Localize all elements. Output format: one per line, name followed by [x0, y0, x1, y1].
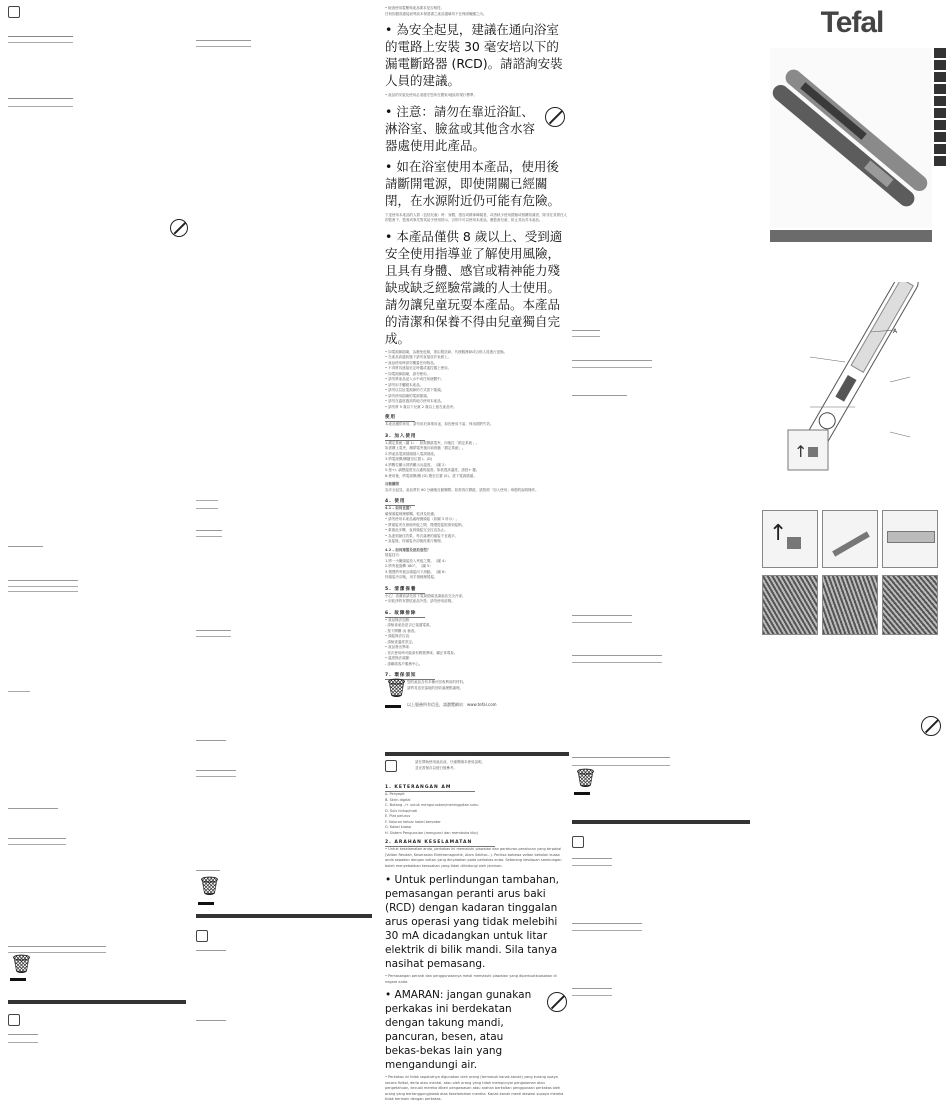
top-note-1: • 檢查使用電壓與產品要求是否相符。: [385, 6, 445, 10]
section-divider-3: [385, 752, 569, 756]
recycle-bin-icon-2: 🗑: [198, 876, 221, 897]
section-7-title: 7. 環保須知: [385, 672, 435, 680]
document-icon-2: [8, 1014, 20, 1026]
step-1-diagram: ↑: [762, 510, 818, 568]
hair-step-2: [822, 575, 878, 635]
recycle-bin-icon-4: 🗑: [574, 768, 597, 789]
recycle-bin-icon: 🗑: [10, 954, 33, 975]
black-label-2: [198, 902, 214, 905]
chinese-column: • 檢查使用電壓與產品要求是否相符。 任何因錯誤連接而導致本保證書之產品損壞均不在保固範圍之內。 • 為安全起見，建議在通向浴室的電路上安裝 30 毫安培以下的漏電斷路器 (RCD)。請諮詢安裝人員的建議。 • 產品的安裝及使用必須遵守您所在國家/地區的現行標準。 • 注意：請勿在靠近浴缸、淋浴室、臉盆或其他含水容器處使用此產品。 • 如在浴室使用本產品，使用後請斷開電源，即使開關已經關閉，在水源附近仍可能有危險。 下述使用本產品的人群（包括兒童）時：身體、感官或精神障礙者，或者缺少使用經驗或相關知識者，除非在其責任人的監督下，監督或事先對其給予使用指示，否則不可以使用本產品。應監督兒童，防止其玩弄本產品。 • 本產品僅供 8 歲以上、受到適安全使用指導並了解使用風險，且具有身體、感官或精神能力殘缺或缺乏經驗常識的人士使用。請勿讓兒童玩耍本產品。本產品的清潔和保養不得由兒童獨自完成。 • 如電源線損壞，為避免危險，需由製造商、代理服務商或合格人員進行更換。 • 在產品高溫狀態下請勿直接放於表面上。 • 產品使用時請勿覆蓋任何物品。 • 不得將其連接至定時器或遙控器上使用。 • 如電源線損壞，請勿使用。 • 請勿將產品浸入水中或任何液體中。 • 請勿用手觸碰本產品。 • 請勿以拉扯電源線的方式拔下插頭。 • 請勿使用損壞的電源插頭。 • 請勿在溫度過高的地方使用本產品。 • 請勿將 5 歲以下兒童 2 歲以上留在產品旁。 使用 本產品僅供家用，請勿用於商業用途，如因使用不當，保用期將失效。 3. 加入使用 1.鎖定系統（圖 1）：如需開啟電夾，向後拉「鎖定系統」。 如需關上電夾，關閉電夾後向前推動「鎖定系統」。 2.將產品電源插頭插入電源插座。 3.將電源開/關鍵至位置 I。(D) 4.將數位顯示屏將顯示出溫度。（圖 2） 5.按+/- 調整溫度至合適的溫度。如欲提高溫度，請按+ 鍵。 6.使用後，將電源開/關 (D) 撥至位置 (0)，拔下電源插頭。 自動關閉 為安全起見，產品將於 60 分鐘後自動關閉。如需再次開啟，請按照「加入使用」章節的說明操作。 4. 使用 4.1 – 如何直髮？ 確保頭髮梳理順暢、乾淨及乾燥。 • 請勿使用本產品處理濕頭髮（如圖 3 所示）。 • 將頭髮夾在兩個夾板之間，慢慢從髮根滑到髮梢。 • 重複此步驟，直到頭髮完全拉直為止。 • 為達到最佳效果，每次處理的頭髮不宜過多。 • 直髮後，待頭髮冷卻後再進行梳理。 4.2 – 如何捲髮及波浪造型？ 捲髮技巧： 1.將一小撮頭髮放入夾板之間。（圖 4） 2.將夾板旋轉 180°。（圖 5） 3.慢慢將夾板沿頭髮向下滑動。（圖 6） 待頭髮冷卻後，用手指梳理捲髮。 5. 清潔保養 小心！清潔前請先拔下電源插頭並讓產品完全冷卻。 • 用乾淨的布擦拭產品外殼，請勿使用溶劑。 6. 故障排除 • 產品無法加熱： - 請檢查產品是否已接通電源。 - 按下開關 (I) 檢查。 • 頭髮無法拉直： - 請檢查溫度設定。 • 產品發出異味： - 首次使用時可能會有輕微異味，屬正常現象。 • 溫度無法調節： - 請聯絡客戶服務中心。 7. 環保須知 🗑 您的產品含有多種可回收利用的材料。 請將其送至當地的回收處理點處理。 以上服務所有信息，請瀏覽網站：www.tefal.com: [385, 6, 567, 707]
hair-step-3: [882, 575, 938, 635]
section-4-title: 4. 使用: [385, 498, 415, 506]
language-tabs: [934, 48, 946, 168]
install-note: • 產品的安裝及使用必須遵守您所在國家/地區的現行標準。: [385, 93, 477, 97]
install-malay: • Pemasangan peranti dan penggunaannya mesti mematuhi piawaian yang diperkuatkuasakan di negara anda.: [385, 974, 557, 984]
children-malay: • Perkakas ini tidak sepatutnya digunakan oleh orang (termasuk kanak-kanak) yang kurang upaya secara fizikal, deria atau mental, atau oleh orang yang tidak mempunyai pengalaman atau pengetahuan, kecuali mereka diberi pengawasan atau arahan berkaitan penggunaan perkakas oleh orang yang bertanggungjawab atas keselamatan mereka. Kanak-kanak mesti diawasi supaya mereka tidak bermain dengan perkakas.: [385, 1075, 564, 1101]
keterangan-list: A. Penyepit B. Skrin digital C. Butang -/+ untuk menguruskan/meninggikan suhu D. Suis hidup/mati E. Plat pelurus F. Saluran keluar kabel berputar G. Kabel kuasa H. Sistem Penguncian (mengunci dan membuka klip): [385, 792, 479, 835]
bathroom-unplug: • 如在浴室使用本產品，使用後請斷開電源，即使開關已經關閉，在水源附近仍可能有危險。: [385, 158, 561, 208]
section-divider-4: [572, 820, 750, 824]
black-label-3: [385, 705, 401, 708]
rcd-notice: • 為安全起見，建議在通向浴室的電路上安裝 30 毫安培以下的漏電斷路器 (RCD)。請諮詢安裝人員的建議。: [385, 22, 563, 88]
second-column: [196, 30, 376, 1070]
left-column: [8, 6, 188, 1066]
hair-step-1: [762, 575, 818, 635]
section-4-1: 4.1 – 如何直髮？: [385, 506, 413, 510]
section-6-list: • 產品無法加熱： - 請檢查產品是否已接通電源。 - 按下開關 (I) 檢查。 • 頭髮無法拉直： - 請檢查溫度設定。 • 產品發出異味： - 首次使用時可能會有輕微異味，屬正常現象。 • 溫度無法調節： - 請聯絡客戶服務中心。: [385, 617, 458, 666]
grey-banner: [770, 230, 932, 242]
section-divider-2: [196, 914, 372, 918]
third-column: [572, 0, 762, 1075]
auto-off-text: 為安全起見，產品將於 60 分鐘後自動關閉。如需再次開啟，請按照「加入使用」章節的說明操作。: [385, 487, 539, 492]
label-a: A: [893, 328, 898, 335]
section-3-list: 1.鎖定系統（圖 1）：如需開啟電夾，向後拉「鎖定系統」。 如需關上電夾，關閉電夾後向前推動「鎖定系統」。 2.將產品電源插頭插入電源插座。 3.將電源開/關鍵至位置 I。(D) 4.將數位顯示屏將顯示出溫度。（圖 2） 5.按+/- 調整溫度至合適的溫度。如欲提高溫度，請按+ 鍵。 6.使用後，將電源開/關 (D) 撥至位置 (0)，拔下電源插頭。: [385, 440, 480, 478]
product-photo: [770, 48, 932, 228]
age-notice: • 本產品僅供 8 歲以上、受到適安全使用指導並了解使用風險，且具有身體、感官或精神能力殘缺或缺乏經驗常識的人士使用。請勿讓兒童玩耍本產品。本產品的清潔和保養不得由兒童獨自完成。: [385, 228, 563, 346]
top-note-2: 任何因錯誤連接而導致本保證書之產品損壞均不在保固範圍之內。: [385, 11, 487, 16]
section-3-title: 3. 加入使用: [385, 433, 425, 441]
step-2-diagram: [822, 510, 878, 568]
document-icon: [8, 6, 20, 18]
section-5-title: 5. 清潔保養: [385, 586, 425, 594]
black-label: [10, 978, 26, 981]
black-label-4: [574, 792, 590, 795]
section-6-title: 6. 故障排除: [385, 610, 425, 618]
keterangan-title: 1. KETERANGAN AM: [385, 785, 475, 792]
document-icon-4: [385, 760, 397, 772]
bullet-list: • 如電源線損壞，為避免危險，需由製造商、代理服務商或合格人員進行更換。 • 在產品高溫狀態下請勿直接放於表面上。 • 產品使用時請勿覆蓋任何物品。 • 不得將其連接至定時器或遙控器上使用。 • 如電源線損壞，請勿使用。 • 請勿將產品浸入水中或任何液體中。 • 請勿用手觸碰本產品。 • 請勿以拉扯電源線的方式拔下插頭。 • 請勿使用損壞的電源插頭。 • 請勿在溫度過高的地方使用本產品。 • 請勿將 5 歲以下兒童 2 歲以上留在產品旁。: [385, 349, 508, 409]
malay-column: [385, 760, 569, 1103]
section-4-2-list: 捲髮技巧： 1.將一小撮頭髮放入夾板之間。（圖 4） 2.將夾板旋轉 180°。（圖 5） 3.慢慢將夾板沿頭髮向下滑動。（圖 6） 待頭髮冷卻後，用手指梳理捲髮。: [385, 553, 448, 579]
arahan-title: 2. ARAHAN KESELAMATAN: [385, 840, 495, 847]
recycle-bin-icon-3: 🗑: [385, 678, 408, 699]
website-line: 以上服務所有信息，請瀏覽網站：www.tefal.com: [407, 702, 497, 707]
brand-logo: Tefal: [820, 6, 884, 39]
intro-note-1: 請在開始使用產品前，仔細閱讀本使用說明，: [415, 760, 485, 764]
section-divider: [8, 1000, 186, 1004]
section-4-2: 4.2 – 如何捲髮及波浪造型？: [385, 547, 431, 552]
step-3-diagram: [882, 510, 938, 568]
document-icon-3: [196, 930, 208, 942]
no-bath-icon: [545, 107, 565, 127]
auto-off-title: 自動關閉: [385, 482, 399, 486]
svg-text:↑: ↑: [794, 442, 808, 461]
arahan-para: • Untuk keselamatan anda, perkakas ini mematuhi piawaian dan peraturan-peraturan yang terpakai (Voltan Rendah, Keserasian Elektromagnetik, Alam Sekitar...). Periksa bahawa voltan bekalan kuasa anda sepadan dengan voltan yang dinyatakan pada perkakas anda. Sebarang kesilapan sambungan boleh menyebabkan kerosakan yang tidak dilindungi oleh jaminan.: [385, 847, 562, 868]
straightener-diagram: [770, 282, 940, 482]
no-water-icon: [170, 219, 188, 237]
use-text: 本產品僅供家用，請勿用於商業用途，如因使用不當，保用期將失效。: [385, 422, 494, 426]
no-water-icon-2: [921, 716, 941, 736]
rcd-malay: • Untuk perlindungan tambahan, pemasangan peranti arus baki (RCD) dengan kadaran tinggalan arus operasi yang tidak melebihi 30 mA dicadangkan untuk litar elektrik di bilik mandi. Sila tanya nasihat pemasang.: [385, 874, 560, 970]
bath-warning: • 注意：請勿在靠近浴缸、淋浴室、臉盆或其他含水容器處使用此產品。: [385, 103, 536, 153]
warning-malay: • AMARAN: jangan gunakan perkakas ini berdekatan dengan takung mandi, pancuran, besen, atau bekas-bekas lain yang mengandungi air.: [385, 989, 532, 1071]
no-bath-icon-2: [547, 992, 567, 1012]
section-4-1-list: 確保頭髮梳理順暢、乾淨及乾燥。 • 請勿使用本產品處理濕頭髮（如圖 3 所示）。 • 將頭髮夾在兩個夾板之間，慢慢從髮根滑到髮梢。 • 重複此步驟，直到頭髮完全拉直為止。 • 為達到最佳效果，每次處理的頭髮不宜過多。 • 直髮後，待頭髮冷卻後再進行梳理。: [385, 511, 466, 543]
document-icon-5: [572, 836, 584, 848]
use-title: 使用: [385, 414, 415, 422]
intro-note-2: 並妥善保存以便日後參考。: [415, 765, 457, 770]
small-para-1: 下述使用本產品的人群（包括兒童）時：身體、感官或精神障礙者，或者缺少使用經驗或相關知識者，除非在其責任人的監督下，監督或事先對其給予使用指示，否則不可以使用本產品。應監督兒童，防止其玩弄本產品。: [385, 212, 567, 222]
